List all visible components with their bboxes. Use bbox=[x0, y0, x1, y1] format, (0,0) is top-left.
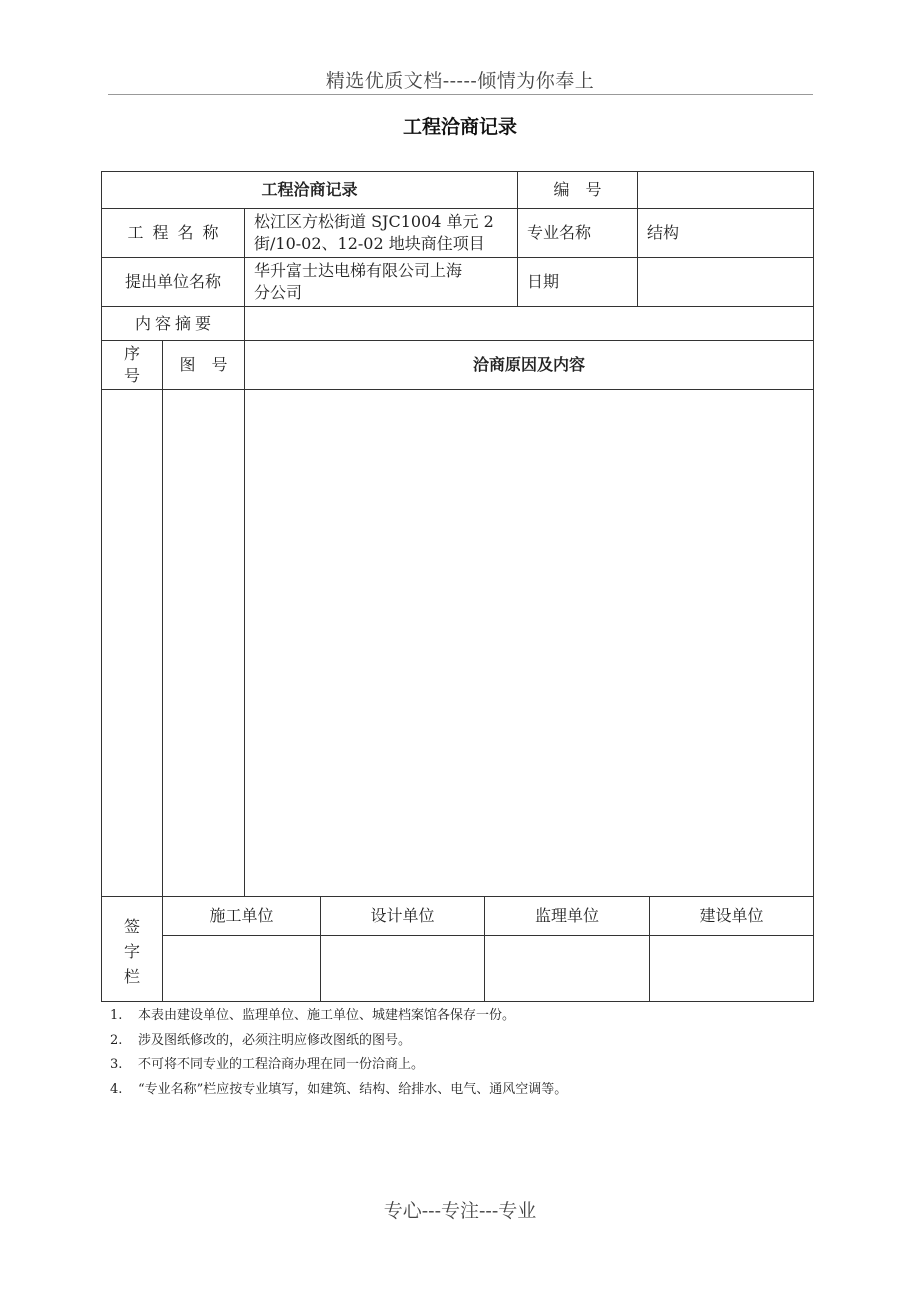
project-name-line2: 街/10-02、12-02 地块商住项目 bbox=[254, 234, 485, 253]
sign-party-construction: 施工单位 bbox=[209, 906, 274, 925]
submitter-value[interactable] bbox=[245, 258, 517, 306]
date-label: 日期 bbox=[527, 272, 560, 291]
date-value[interactable] bbox=[638, 258, 813, 306]
seq-content[interactable] bbox=[102, 390, 162, 896]
project-name-line1: 松江区方松街道 SJC1004 单元 2 bbox=[254, 212, 494, 231]
note-text: 本表由建设单位、监理单位、施工单位、城建档案馆各保存一份。 bbox=[138, 1008, 516, 1023]
drawing-content[interactable] bbox=[163, 390, 244, 896]
note-text: 不可将不同专业的工程洽商办理在同一份洽商上。 bbox=[138, 1057, 425, 1072]
header-divider bbox=[108, 94, 813, 95]
submitter-label: 提出单位名称 bbox=[124, 272, 221, 291]
note-item bbox=[110, 1053, 810, 1078]
sign-party-owner: 建设单位 bbox=[699, 906, 764, 925]
table-border-bottom bbox=[101, 1001, 814, 1002]
project-name-label: 工程名称 bbox=[127, 223, 228, 242]
sign-label-char: 字 bbox=[123, 941, 140, 961]
seq-label bbox=[102, 341, 162, 389]
note-number: 2. bbox=[110, 1032, 123, 1048]
page-header: 精选优质文档-----倾情为你奉上 bbox=[325, 70, 595, 92]
submitter-line2: 分公司 bbox=[254, 283, 303, 302]
note-number: 1. bbox=[110, 1008, 123, 1023]
signature-box-design[interactable] bbox=[321, 936, 484, 1001]
sign-label-char: 栏 bbox=[123, 966, 140, 986]
reason-label: 洽商原因及内容 bbox=[472, 355, 585, 374]
seq-label-line1: 序 bbox=[123, 344, 140, 363]
sign-label-char: 签 bbox=[123, 916, 140, 936]
page-footer: 专心---专注---专业 bbox=[383, 1200, 537, 1222]
number-label: 编 号 bbox=[553, 180, 602, 199]
sign-party-supervision: 监理单位 bbox=[534, 906, 599, 925]
page-title: 工程洽商记录 bbox=[402, 116, 517, 138]
reason-content[interactable] bbox=[245, 390, 813, 896]
table-border-right bbox=[813, 171, 814, 1002]
seq-label-line2: 号 bbox=[123, 366, 140, 385]
drawing-label: 图 号 bbox=[179, 355, 228, 374]
note-number: 4. bbox=[110, 1081, 123, 1097]
discipline-value[interactable]: 结构 bbox=[647, 223, 680, 242]
notes-list bbox=[110, 1004, 810, 1102]
sign-party-design: 设计单位 bbox=[370, 906, 435, 925]
submitter-line1: 华升富士达电梯有限公司上海 bbox=[254, 261, 463, 280]
sign-label bbox=[102, 897, 162, 1001]
discipline-label: 专业名称 bbox=[527, 223, 592, 242]
project-name-value[interactable] bbox=[245, 209, 517, 257]
note-item bbox=[110, 1004, 810, 1029]
note-text: “专业名称”栏应按专业填写，如建筑、结构、给排水、电气、通风空调等。 bbox=[138, 1081, 568, 1097]
signature-box-construction[interactable] bbox=[163, 936, 320, 1001]
table-title-cell: 工程洽商记录 bbox=[261, 180, 358, 199]
signature-box-supervision[interactable] bbox=[485, 936, 649, 1001]
note-item bbox=[110, 1029, 810, 1054]
summary-value[interactable] bbox=[245, 307, 813, 340]
signature-box-owner[interactable] bbox=[650, 936, 813, 1001]
note-number: 3. bbox=[110, 1057, 123, 1072]
note-text: 涉及图纸修改的，必须注明应修改图纸的图号。 bbox=[138, 1032, 412, 1048]
number-value[interactable] bbox=[638, 172, 813, 208]
note-item bbox=[110, 1078, 810, 1103]
summary-label: 内容摘要 bbox=[134, 313, 215, 333]
